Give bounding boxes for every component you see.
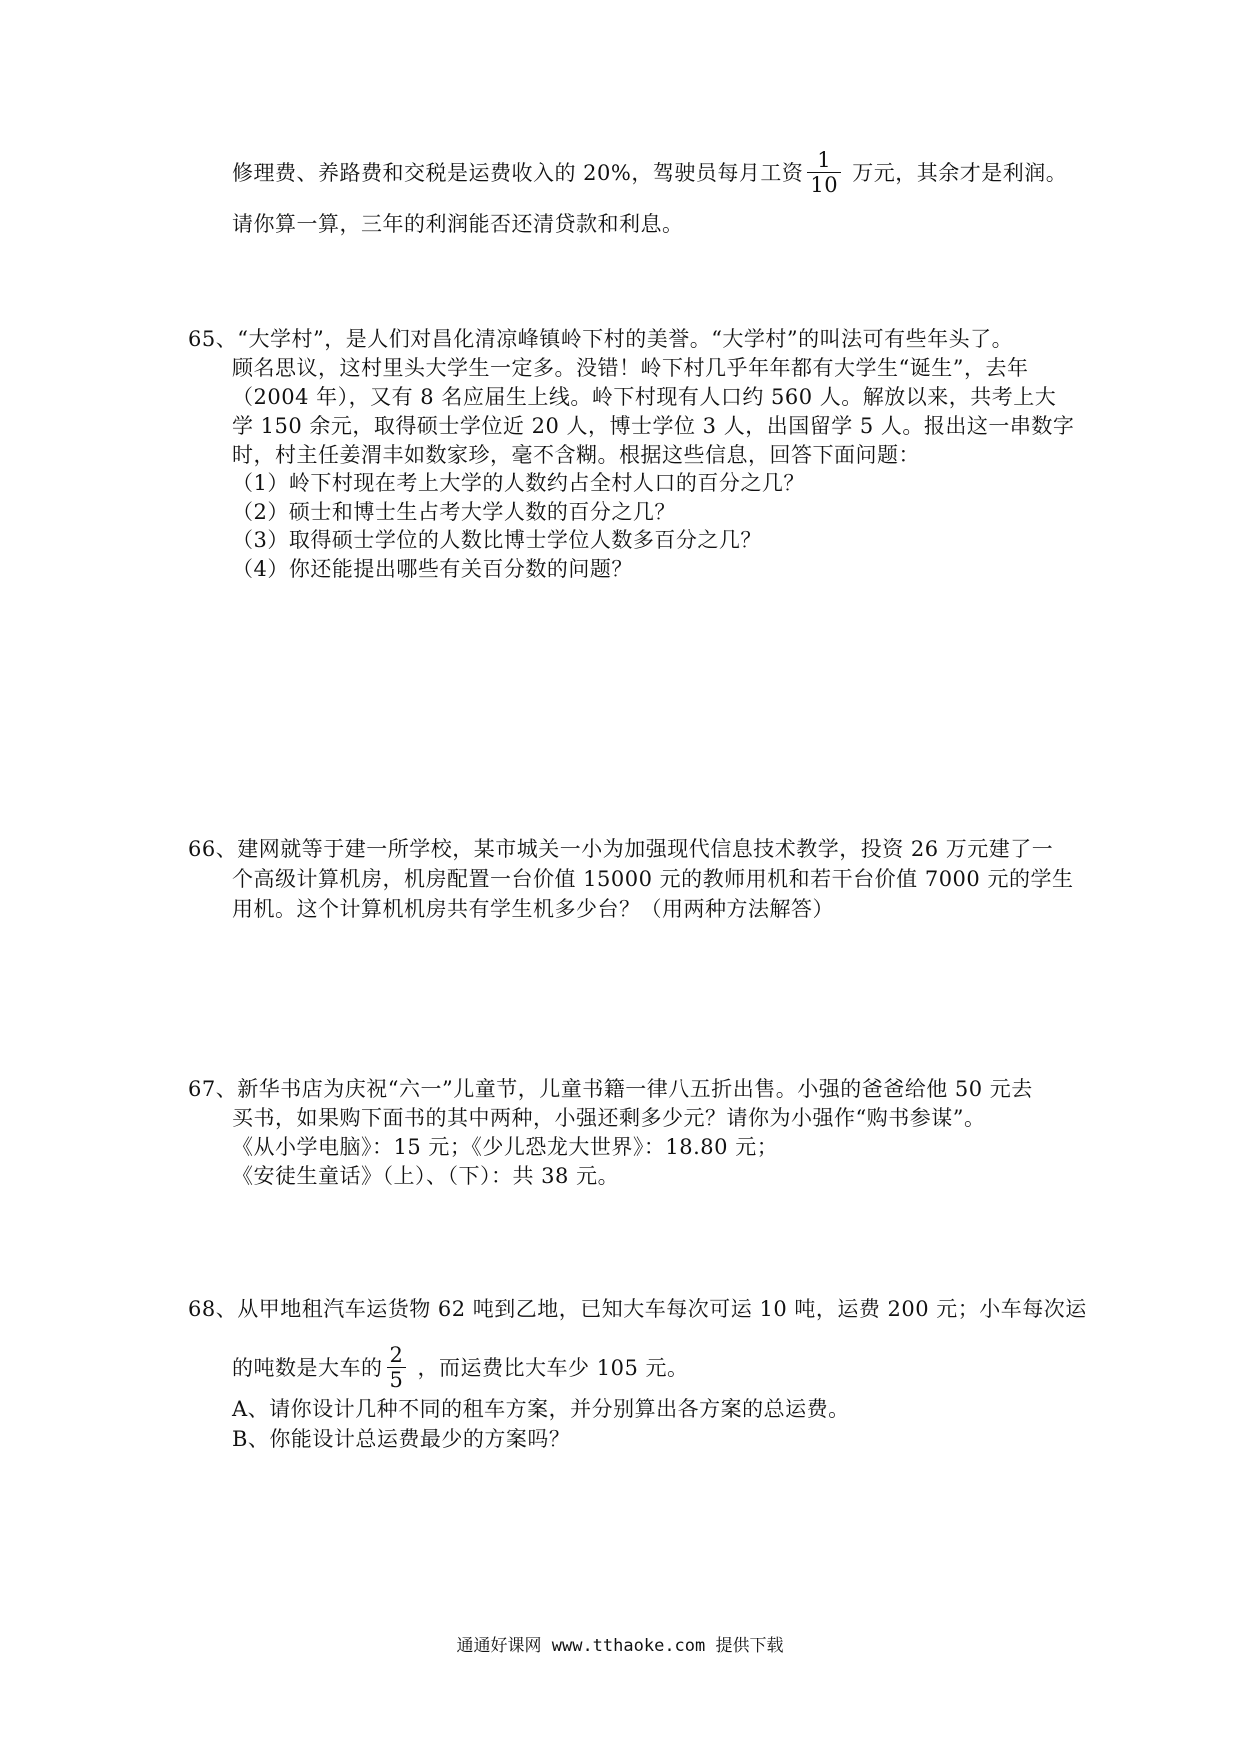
page-footer: 通通好课网 www.tthaoke.com 提供下载: [456, 1636, 784, 1656]
fraction-denominator: 5: [389, 1368, 404, 1392]
question-65-subquestion: （4）你还能提出哪些有关百分数的问题？: [232, 557, 633, 581]
question-65-line: 顾名思议，这村里头大学生一定多。没错！岭下村几乎年年都有大学生“诞生”，去年: [232, 356, 1029, 380]
question-65-subquestion: （2）硕士和博士生占考大学人数的百分之几？: [232, 500, 676, 524]
question-65-subquestion: （3）取得硕士学位的人数比博士学位人数多百分之几？: [232, 528, 762, 552]
continuation-line-1: [232, 150, 1067, 199]
fraction-one-tenth: [807, 148, 841, 197]
question-65-subquestion: （1）岭下村现在考上大学的人数约占全村人口的百分之几？: [232, 471, 805, 495]
question-68-option-b: B、你能设计总运费最少的方案吗？: [232, 1427, 571, 1451]
question-67-line: 67、新华书店为庆祝“六一”儿童节，儿童书籍一律八五折出售。小强的爸爸给他 50 元去: [188, 1077, 1033, 1101]
question-67-book-line: 《安徒生童话》（上）、（下）：共 38 元。: [232, 1164, 620, 1188]
continuation-line-1-text-b: 万元，其余才是利润。: [845, 161, 1068, 185]
question-66-line: 66、建网就等于建一所学校，某市城关一小为加强现代信息技术教学，投资 26 万元建了一: [188, 837, 1054, 861]
question-65-line: （2004 年），又有 8 名应届生上线。岭下村现有人口约 560 人。解放以来，共考上大: [232, 385, 1057, 409]
continuation-line-1-text-a: 修理费、养路费和交税是运费收入的 20%，驾驶员每月工资: [232, 161, 804, 185]
fraction-numerator: 2: [387, 1343, 407, 1368]
question-67-book-line: 《从小学电脑》：15 元；《少儿恐龙大世界》：18.80 元；: [232, 1135, 779, 1159]
fraction-numerator: 1: [807, 148, 841, 173]
question-68-line-2-text-a: 的吨数是大车的: [232, 1356, 383, 1380]
question-66-line: 用机。这个计算机机房共有学生机多少台？（用两种方法解答）: [232, 897, 834, 921]
question-68-line-2: [232, 1345, 688, 1394]
fraction-two-fifths: [387, 1343, 407, 1392]
question-65-line: 学 150 余元，取得硕士学位近 20 人，博士学位 3 人，出国留学 5 人。报出这一串数字: [232, 414, 1075, 438]
question-65-line: 时，村主任姜渭丰如数家珍，毫不含糊。根据这些信息，回答下面问题：: [232, 443, 920, 467]
fraction-denominator: 10: [810, 173, 839, 197]
question-66-line: 个高级计算机房，机房配置一台价值 15000 元的教师用机和若干台价值 7000 元的学生: [232, 867, 1074, 891]
question-68-line: 68、从甲地租汽车运货物 62 吨到乙地，已知大车每次可运 10 吨，运费 200 元；小车每次运: [188, 1297, 1087, 1321]
question-68-line-2-text-b: ，而运费比大车少 105 元。: [410, 1356, 689, 1380]
continuation-line-2: 请你算一算，三年的利润能否还清贷款和利息。: [232, 212, 684, 236]
question-68-option-a: A、请你设计几种不同的租车方案，并分别算出各方案的总运费。: [232, 1397, 850, 1421]
question-67-line: 买书，如果购下面书的其中两种，小强还剩多少元？请你为小强作“购书参谋”。: [232, 1106, 986, 1130]
question-65-line: 65、“大学村”，是人们对昌化清凉峰镇岭下村的美誉。“大学村”的叫法可有些年头了。: [188, 327, 1014, 351]
